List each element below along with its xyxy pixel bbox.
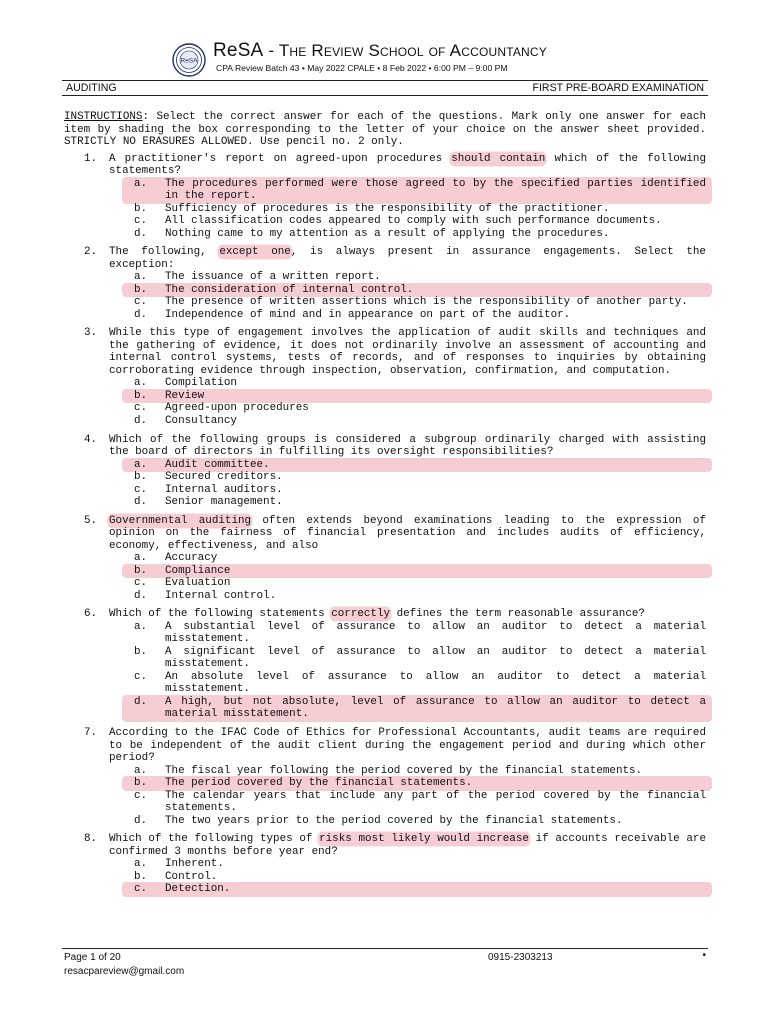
stem-text: often extends beyond examinations leading to the expression of opinion on the fairness of financial presentation and includes audits of efficiency, economy, effectiveness, and also — [109, 514, 706, 552]
option-letter: b. — [134, 283, 148, 296]
answer-option — [109, 646, 706, 671]
stem-highlight: except one — [219, 246, 291, 259]
answer-option — [109, 215, 706, 228]
option-letter: d. — [134, 414, 148, 427]
question-stem — [109, 833, 706, 858]
question-item — [64, 727, 706, 827]
option-letter: a. — [134, 858, 148, 871]
answer-option — [109, 271, 706, 284]
answer-options — [109, 858, 706, 896]
answer-option-selected — [109, 777, 706, 790]
option-text: Internal auditors. — [165, 483, 283, 496]
question-stem — [109, 246, 706, 271]
question-stem — [109, 608, 706, 621]
option-text: Compliance — [165, 564, 231, 577]
option-letter: c. — [134, 670, 148, 683]
option-text: The issuance of a written report. — [165, 271, 381, 284]
option-letter: c. — [134, 789, 148, 802]
answer-option — [109, 309, 706, 322]
answer-option-selected — [109, 696, 706, 721]
option-text: Agreed-upon procedures — [165, 402, 309, 415]
school-name: - The Review School of Accountancy — [263, 41, 547, 60]
option-letter: c. — [134, 577, 148, 590]
option-letter: b. — [134, 202, 148, 215]
answer-option — [109, 590, 706, 603]
option-text: The calendar years that include any part of the period covered by the financial statements. — [165, 789, 706, 815]
answer-option — [109, 484, 706, 497]
email-address: resacpareview@gmail.com — [64, 966, 185, 977]
option-text: The period covered by the financial statements. — [165, 777, 473, 790]
answer-option-selected — [109, 883, 706, 896]
option-letter: b. — [134, 777, 148, 790]
option-text: Secured creditors. — [165, 471, 283, 484]
option-letter: b. — [134, 870, 148, 883]
option-text: Compilation — [165, 377, 237, 390]
question-number: 7. — [84, 727, 98, 740]
phone-number: 0915-2303213 — [488, 952, 553, 963]
answer-option — [109, 621, 706, 646]
option-text: Inherent. — [165, 858, 224, 871]
question-stem — [109, 515, 706, 553]
answer-options — [109, 377, 706, 427]
option-text: The presence of written assertions which is the responsibility of another party. — [165, 296, 688, 309]
option-letter: d. — [134, 589, 148, 602]
option-letter: d. — [134, 308, 148, 321]
stem-text: The following, — [109, 246, 220, 259]
option-letter: c. — [134, 883, 148, 896]
answer-option — [109, 577, 706, 590]
question-item — [64, 434, 706, 509]
answer-options — [109, 765, 706, 828]
batch-info: CPA Review Batch 43 • May 2022 CPALE • 8 Feb 2022 • 6:00 PM – 9:00 PM — [216, 63, 508, 73]
answer-option — [109, 496, 706, 509]
question-number: 1. — [84, 152, 98, 165]
question-number: 8. — [84, 833, 98, 846]
stem-text: Which of the following groups is considered a subgroup ordinarily charged with assisting the board of directors in fulfilling its oversight responsibilities? — [109, 433, 706, 459]
school-title — [213, 40, 547, 62]
answer-option-selected — [109, 459, 706, 472]
option-text: The consideration of internal control. — [165, 283, 414, 296]
option-text: Accuracy — [165, 552, 218, 565]
question-number: 3. — [84, 327, 98, 340]
answer-option-selected — [109, 284, 706, 297]
option-text: Sufficiency of procedures is the responsibility of the practitioner. — [165, 202, 610, 215]
option-letter: b. — [134, 389, 148, 402]
answer-option — [109, 402, 706, 415]
stem-text: if accounts receivable are confirmed 3 months before year end? — [109, 833, 706, 858]
answer-option — [109, 415, 706, 428]
question-number: 6. — [84, 608, 98, 621]
option-letter: b. — [134, 471, 148, 484]
option-letter: a. — [134, 764, 148, 777]
option-letter: c. — [134, 215, 148, 227]
exam-label: FIRST PRE-BOARD EXAMINATION — [532, 81, 704, 94]
stem-text: which of the following statements? — [109, 152, 706, 177]
option-letter: d. — [134, 695, 148, 708]
answer-option — [109, 671, 706, 696]
option-text: Review — [165, 389, 205, 402]
option-letter: d. — [134, 227, 148, 240]
subject-label: AUDITING — [66, 81, 117, 94]
answer-option-selected — [109, 178, 706, 203]
answer-option — [109, 552, 706, 565]
answer-option — [109, 228, 706, 241]
answer-option — [109, 858, 706, 871]
answer-option — [109, 815, 706, 828]
option-letter: a. — [134, 177, 148, 190]
question-list — [64, 153, 706, 896]
stem-text: A practitioner's report on agreed-upon procedures — [109, 152, 452, 165]
option-letter: c. — [134, 402, 148, 415]
question-item — [64, 246, 706, 321]
option-letter: a. — [134, 458, 148, 471]
question-number: 4. — [84, 433, 98, 446]
answer-option — [109, 296, 706, 309]
stem-highlight: correctly — [331, 608, 391, 621]
option-text: Evaluation — [165, 577, 231, 590]
option-letter: b. — [134, 564, 148, 577]
brand-name: ReSA — [213, 40, 264, 61]
option-letter: a. — [134, 271, 148, 284]
question-item — [64, 608, 706, 721]
instructions-label: INSTRUCTIONS — [64, 111, 143, 123]
question-item — [64, 327, 706, 427]
option-text: An absolute level of assurance to allow an auditor to detect a material misstatement. — [165, 670, 706, 696]
option-letter: c. — [134, 483, 148, 496]
answer-options — [109, 271, 706, 321]
option-letter: a. — [134, 620, 148, 633]
answer-option-selected — [109, 565, 706, 578]
option-text: Senior management. — [165, 496, 283, 509]
subject-band — [62, 80, 708, 96]
stem-text: , is always present in assurance engagements. Select the exception: — [109, 246, 706, 271]
answer-option — [109, 203, 706, 216]
option-letter: d. — [134, 814, 148, 827]
option-text: All classification codes appeared to comply with such performance documents. — [165, 215, 662, 227]
option-text: Audit committee. — [165, 458, 270, 471]
option-text: The two years prior to the period covered by the financial statements. — [165, 814, 623, 827]
answer-options — [109, 459, 706, 509]
answer-options — [109, 178, 706, 241]
question-stem — [109, 327, 706, 377]
svg-text:ReSA: ReSA — [180, 57, 198, 65]
answer-highlight — [122, 389, 712, 404]
answer-options — [109, 621, 706, 721]
option-text: A substantial level of assurance to allow an auditor to detect a material misstatement. — [165, 620, 706, 646]
instructions-text: : Select the correct answer for each of the questions. Mark only one answer for each item by shading the box corresponding to the letter of your choice on the answer sheet provided. STRICTLY NO ERASURES ALLOWED. Use pencil no. 2 only. — [64, 111, 706, 148]
option-text: Consultancy — [165, 414, 237, 427]
option-text: A significant level of assurance to allow an auditor to detect a material misstatement. — [165, 645, 706, 671]
option-text: The procedures performed were those agreed to by the specified parties identified in the report. — [165, 177, 706, 202]
answer-options — [109, 552, 706, 602]
question-stem — [109, 434, 706, 459]
option-text: Control. — [165, 870, 218, 883]
stem-text: While this type of engagement involves the application of audit skills and techniques and the gathering of evidence, it does not ordinarily involve an assessment of accounting and internal control systems, tests of records, and of responses to inquiries by obtaining corroborating evidence through inspection, observation, confirmation, and computation. — [109, 327, 706, 377]
page-number: Page 1 of 20 — [64, 952, 121, 963]
resa-seal-logo — [172, 43, 206, 77]
stem-text: defines the term reasonable assurance? — [390, 608, 645, 621]
option-text: Detection. — [165, 883, 231, 896]
question-stem — [109, 727, 706, 765]
answer-option — [109, 790, 706, 815]
stem-text: Which of the following types of — [109, 833, 320, 846]
stem-highlight: should contain — [451, 152, 546, 165]
option-letter: a. — [134, 377, 148, 390]
footer-bullet: • — [702, 950, 706, 961]
option-text: Internal control. — [165, 589, 277, 602]
option-letter: b. — [134, 645, 148, 658]
option-text: Nothing came to my attention as a result of applying the procedures. — [165, 227, 610, 240]
answer-option-selected — [109, 390, 706, 403]
question-item — [64, 515, 706, 603]
stem-highlight: risks most likely would increase — [319, 833, 529, 846]
option-text: The fiscal year following the period covered by the financial statements. — [165, 764, 643, 777]
option-text: Independence of mind and in appearance on part of the auditor. — [165, 308, 571, 321]
instructions — [64, 111, 706, 149]
question-item — [64, 153, 706, 241]
stem-highlight: Governmental auditing — [109, 514, 252, 527]
page-footer — [62, 948, 708, 977]
option-letter: c. — [134, 296, 148, 309]
question-number: 2. — [84, 246, 98, 259]
answer-option — [109, 471, 706, 484]
stem-text: According to the IFAC Code of Ethics for Professional Accountants, audit teams are required to be independent of the audit client during the engagement period and during which other period? — [109, 727, 706, 765]
stem-text: Which of the following statements — [109, 608, 332, 621]
question-stem — [109, 153, 706, 178]
option-letter: d. — [134, 496, 148, 509]
option-letter: a. — [134, 552, 148, 565]
question-item — [64, 833, 706, 896]
option-text: A high, but not absolute, level of assurance to allow an auditor to detect a material misstatement. — [165, 695, 706, 721]
exam-content — [64, 111, 706, 902]
question-number: 5. — [84, 514, 98, 527]
